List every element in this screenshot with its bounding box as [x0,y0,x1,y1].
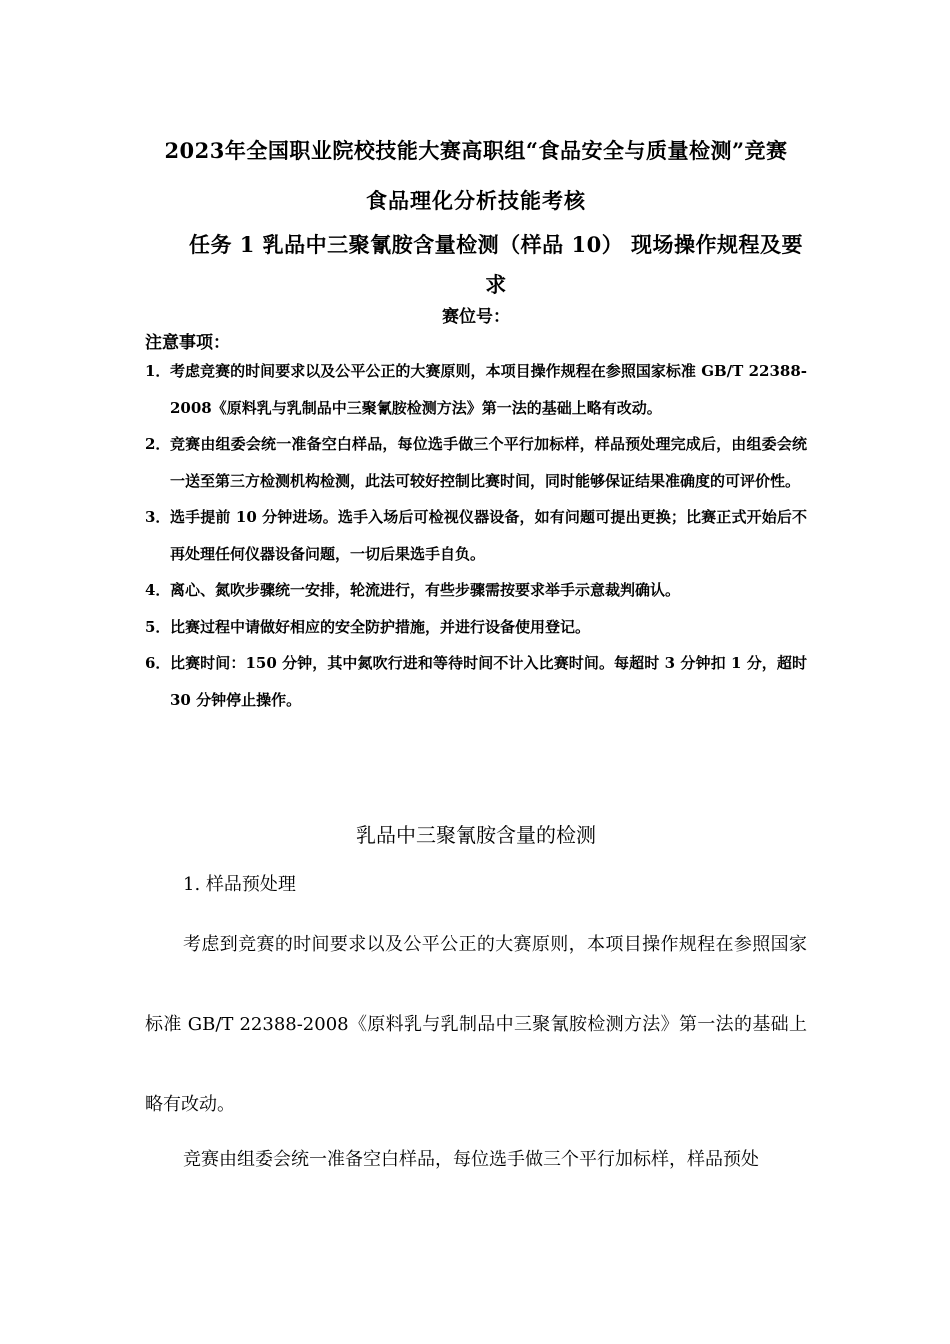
note-text: 竞赛由组委会统一准备空白样品，每位选手做三个平行加标样，样品预处理完成后，由组委会统一送至第三方检测机构检测，此法可较好控制比赛时间，同时能够保证结果准确度的可评价性。 [170,435,807,490]
note-number: 3． [145,508,171,526]
note-number: 2． [145,435,171,453]
note-text: 比赛过程中请做好相应的安全防护措施，并进行设备使用登记。 [170,617,591,636]
note-number: 5． [145,617,171,636]
assessment-title: 食品理化分析技能考核 [366,188,586,213]
task-title: 任务 1 乳品中三聚氰胺含量检测（样品 10） 现场操作规程及要求 [188,232,804,297]
note-text: 比赛时间：150 分钟，其中氮吹行进和等待时间不计入比赛时间。每超时 3 分钟扣 1 分，超时 30 分钟停止操作。 [170,654,807,709]
section-title: 乳品中三聚氰胺含量的检测 [356,823,596,847]
note-number: 4． [145,581,171,599]
note-number: 6． [145,654,171,672]
notes-list [145,353,807,718]
notes-heading: 注意事项： [145,333,230,353]
note-text: 选手提前 10 分钟进场。选手入场后可检视仪器设备，如有问题可提出更换；比赛正式开始后不再处理任何仪器设备问题，一切后果选手自负。 [170,508,807,563]
competition-title: 2023年全国职业院校技能大赛高职组“食品安全与质量检测”竞赛 [164,138,788,163]
seat-number-label: 赛位号： [442,307,510,327]
note-item [145,645,807,718]
body-paragraph: 考虑到竞赛的时间要求以及公平公正的大赛原则，本项目操作规程在参照国家标准 GB/T 22388-2008《原料乳与乳制品中三聚氰胺检测方法》第一法的基础上略有改动。 [145,934,807,1115]
note-text: 离心、氮吹步骤统一安排，轮流进行，有些步骤需按要求举手示意裁判确认。 [170,581,681,599]
note-item [145,353,807,426]
subsection-heading: 1. 样品预处理 [183,874,296,895]
note-item [145,426,807,499]
note-number: 1． [145,362,171,380]
note-item [145,609,807,646]
body-paragraph: 竞赛由组委会统一准备空白样品，每位选手做三个平行加标样，样品预处 [183,1149,759,1170]
note-text: 考虑竞赛的时间要求以及公平公正的大赛原则，本项目操作规程在参照国家标准 GB/T 22388-2008《原料乳与乳制品中三聚氰胺检测方法》第一法的基础上略有改动。 [170,362,807,417]
note-item [145,499,807,572]
note-item [145,572,807,609]
